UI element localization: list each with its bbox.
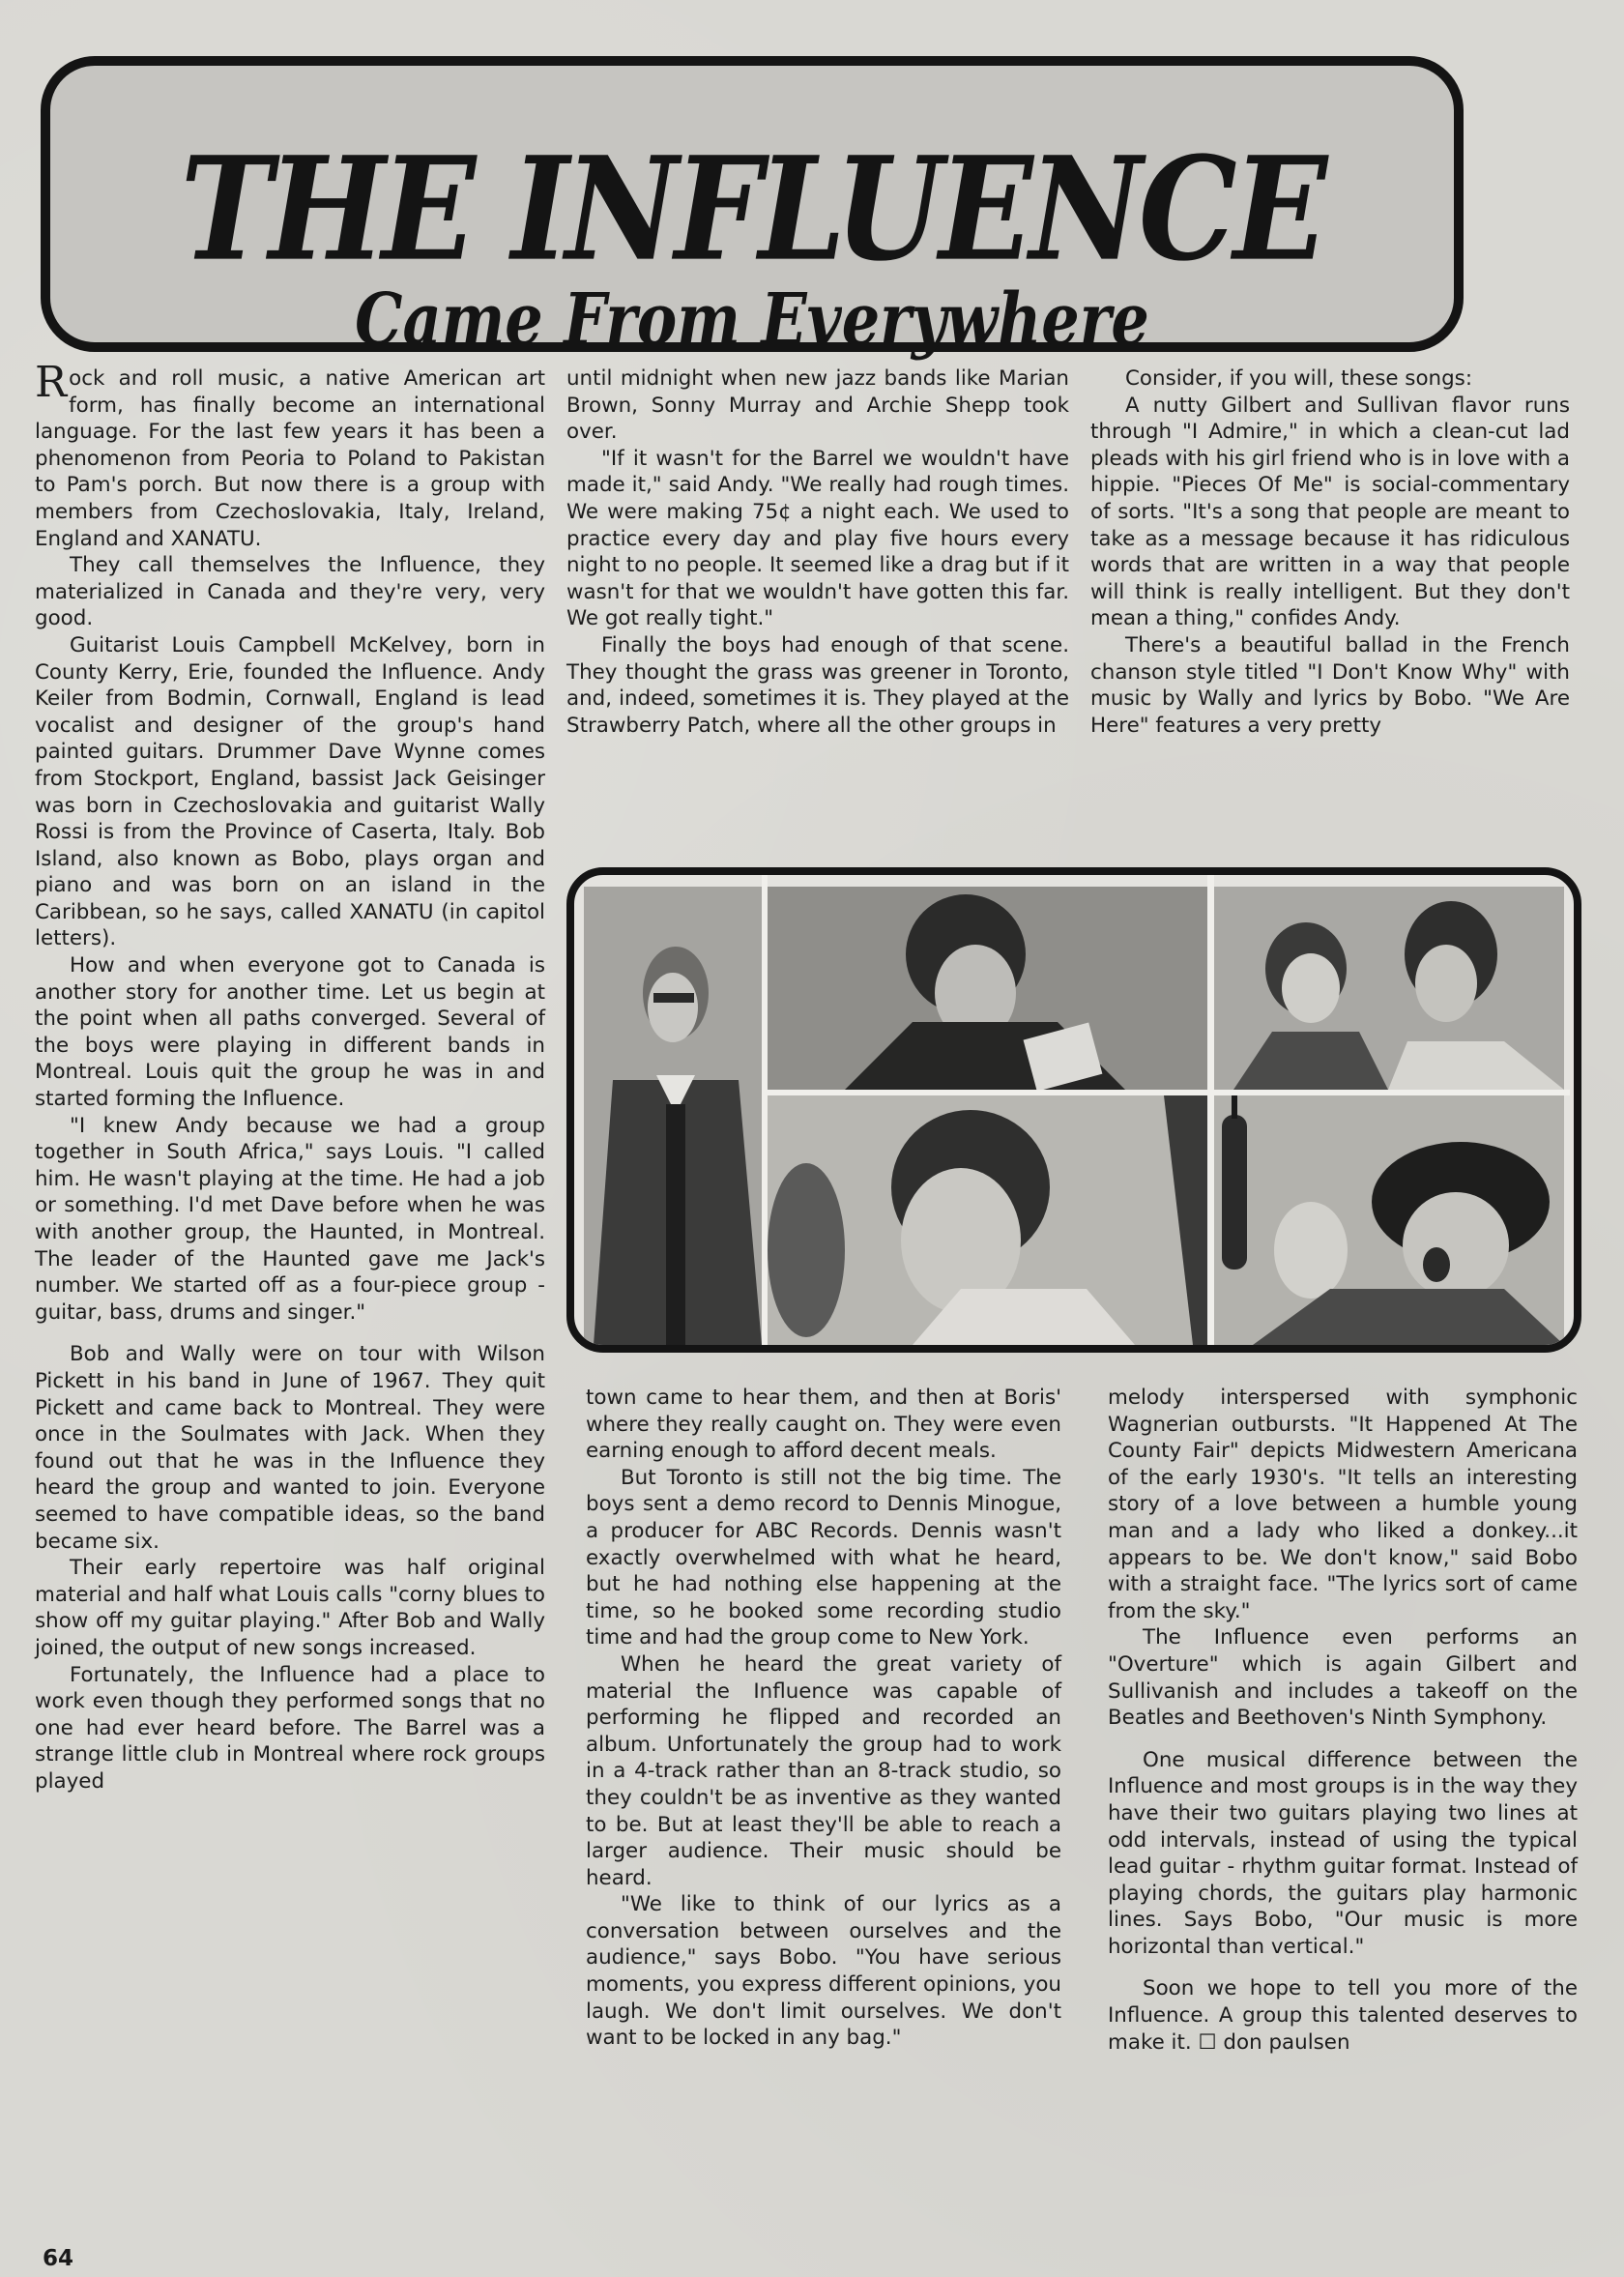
article-paragraph [1090,632,1570,739]
photo-divider [768,1090,1570,1095]
paragraph-text: One musical difference between the Influence and most groups is in the way they have their two guitars playing two lines at odd intervals, instead of using the typical lead guitar - rhythm guitar format. Instead of playing chords, the guitars play harmonic lines. Says Bobo, "Our music is more horizontal than vertical." [1108,1747,1578,1959]
photo-collage [566,867,1581,1353]
title-banner [41,56,1464,363]
paragraph-text: The Influence even performs an "Overture" which is again Gilbert and Sullivanish and includes a takeoff on the Beatles and Beethoven's Ninth Symphony. [1108,1625,1578,1731]
article-paragraph [586,1651,1061,1891]
article-paragraph [586,1891,1061,2052]
paragraph-text: They call themselves the Influence, they materialized in Canada and they're very, very good. [35,553,545,631]
paragraph-text: When he heard the great variety of material the Influence was capable of performing he flipped and recorded an album. Unfortunately the group had to work in a 4-track rather than an 8-track studio, so they couldn't be as inventive as they wanted to be. But at least they'll be able to reach a larger audience. Their music should be heard. [586,1651,1061,1890]
article-paragraph [1108,1747,1578,1961]
photo-singer-with-hat-microphone [1214,1095,1564,1345]
article-subtitle: Came From Everywhere [355,277,1149,363]
paragraph-text: Fortunately, the Influence had a place to work even though they performed songs that no one had ever heard before. The Barrel was a strange little club in Montreal where rock groups played [35,1662,545,1794]
column-3-bottom [1108,1385,1578,2056]
article-paragraph [35,632,545,952]
column-2-top [566,365,1069,739]
article-paragraph [35,552,545,632]
photo-man-profile [768,1095,1207,1345]
photo-two-members [1214,887,1564,1090]
paragraph-text: "If it wasn't for the Barrel we wouldn't have made it," said Andy. "We really had rough times. We were making 75¢ a night each. We used to practice every day and play five hours every night to no people. It seemed like a drag but if it wasn't for that we wouldn't have gotten this far. We got really tight." [566,446,1069,631]
drop-cap: R [35,358,68,407]
column-1 [35,358,545,1795]
paragraph-text: ock and roll music, a native American art form, has finally become an international language. For the last few years it has been a phenomenon from Peoria to Poland to Pakistan to Pam's porch. But now there is a group with members from Czechoslovakia, Italy, Ireland, England and XANATU. [35,366,545,551]
article-paragraph [1108,1385,1578,1624]
paragraph-text: But Toronto is still not the big time. The boys sent a demo record to Dennis Minogue, a producer for ABC Records. Dennis wasn't exactly overwhelmed with what he heard, but he had nothing else happening at the time, so he booked some recording studio time and had the group come to New York. [586,1465,1061,1650]
paragraph-text: Finally the boys had enough of that scene. They thought the grass was greener in Toronto, and, indeed, sometimes it is. They played at the Strawberry Patch, where all the other groups in [566,632,1069,738]
paragraph-text: Soon we hope to tell you more of the Influence. A group this talented deserves to make it. ☐ don paulsen [1108,1976,1578,2055]
photo-divider [1207,875,1214,1345]
paragraph-text: "We like to think of our lyrics as a conversation between ourselves and the audience," says Bobo. "You have serious moments, you express different opinions, you laugh. We don't limit ourselves. We don't want to be locked in any bag." [586,1892,1061,2051]
article-paragraph [1090,365,1570,393]
paragraph-text: Their early repertoire was half original material and half what Louis calls "corny blues to show off my guitar playing." After Bob and Wally joined, the output of new songs increased. [35,1556,545,1660]
paragraph-text: There's a beautiful ballad in the French chanson style titled "I Don't Know Why" with music by Wally and lyrics by Bobo. "We Are Here" features a very pretty [1090,632,1570,738]
article-paragraph [1108,1624,1578,1731]
article-paragraph [1090,393,1570,632]
paragraph-text: Guitarist Louis Campbell McKelvey, born in County Kerry, Erie, founded the Influence. Andy Keiler from Bodmin, Cornwall, England is lead vocalist and designer of the group's hand painted guitars. Drummer Dave Wynne comes from Stockport, England, bassist Jack Geisinger was born in Czechoslovakia and guitarist Wally Rossi is from the Province of Caserta, Italy. Bob Island, also known as Bobo, plays organ and piano and was born on an island in the Caribbean, so he says, called XANATU (in capitol letters). [35,632,545,951]
column-3-top [1090,365,1570,739]
article-title: THE INFLUENCE [180,126,1324,294]
paragraph-text: until midnight when new jazz bands like Marian Brown, Sonny Murray and Archie Shepp took over. [566,366,1069,445]
article-paragraph [566,446,1069,632]
article-paragraph [566,365,1069,446]
paragraph-text: town came to hear them, and then at Boris' where they really caught on. They were even earning enough to afford decent meals. [586,1386,1061,1464]
article-paragraph [566,632,1069,739]
paragraph-text: Consider, if you will, these songs: [1125,366,1473,391]
page-number: 64 [43,2246,74,2271]
paragraph-text: melody interspersed with symphonic Wagnerian outbursts. "It Happened At The County Fair" depicts Midwestern Americana of the early 1930's. "It tells an interesting story of a love between a humble young man and a lady who liked a donkey...it appears to be. We don't know," said Bobo with a straight face. "The lyrics sort of came from the sky." [1108,1386,1578,1623]
paragraph-text: A nutty Gilbert and Sullivan flavor runs through "I Admire," in which a clean-cut lad pleads with his girl friend who is in love with a hippie. "Pieces Of Me" is social-commentary of sorts. "It's a song that people are meant to take as a message because it has ridiculous words that are written in a way that people will think is really intelligent. But they don't mean a thing," confides Andy. [1090,393,1570,631]
paragraph-text: Bob and Wally were on tour with Wilson Pickett in his band in June of 1967. They quit Pickett and came back to Montreal. They were once in the Soulmates with Jack. When they found out that he was in the Influence they heard the group and wanted to join. Everyone seemed to have compatible ideas, so the band became six. [35,1342,545,1554]
paragraph-text: "I knew Andy because we had a group together in South Africa," says Louis. "I called him. He wasn't playing at the time. He had a job or something. I'd met Dave before when he was with another group, the Haunted, in Montreal. The leader of the Haunted gave me Jack's number. We started off as a four-piece group - guitar, bass, drums and singer." [35,1113,545,1325]
article-paragraph [35,1113,545,1327]
article-paragraph [35,1662,545,1795]
article-paragraph [35,358,545,552]
article-paragraph [35,1341,545,1555]
column-2-bottom [586,1385,1061,2052]
article-paragraph [35,1555,545,1661]
paragraph-text: How and when everyone got to Canada is another story for another time. Let us begin at the point when all paths converged. Several of the boys were playing in different bands in Montreal. Louis quit the group he was in and started forming the Influence. [35,953,545,1112]
article-paragraph [586,1465,1061,1651]
photo-man-reading [768,887,1207,1090]
article-paragraph [35,952,545,1113]
article-paragraph [1108,1975,1578,2056]
photo-standing-man-glasses [584,887,762,1345]
photo-divider [762,875,768,1345]
article-paragraph [586,1385,1061,1465]
